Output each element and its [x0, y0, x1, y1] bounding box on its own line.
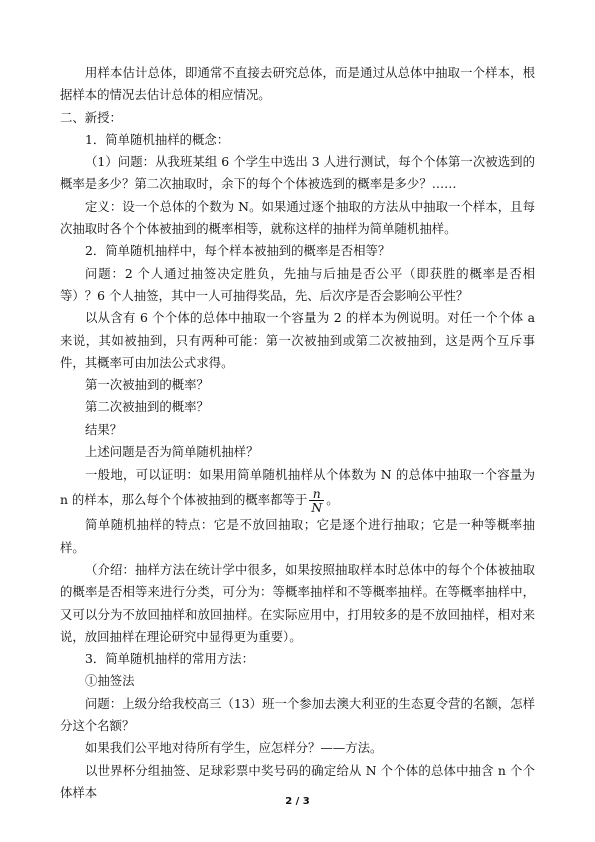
paragraph: 问题：上级分给我校高三（13）班一个参加去澳大利亚的生态夏令营的名额，怎样分这个名额？	[60, 695, 535, 734]
fraction-denominator: N	[311, 500, 323, 516]
fraction-numerator: n	[309, 487, 324, 501]
paragraph: （1）问题：从我班某组 6 个学生中选出 3 人进行测试，每个个体第一次被选到的概率是多少？第二次抽取时，余下的每个个体被选到的概率是多少？……	[60, 154, 535, 192]
paragraph: 简单随机抽样的特点：它是不放回抽取；它是逐个进行抽取；它是一种等概率抽样。	[60, 517, 535, 555]
paragraph: 问题：2 个人通过抽签决定胜负，先抽与后抽是否公平（即获胜的概率是否相等）？6 个人抽签，其中一人可抽得奖品，先、后次序是否会影响公平性？	[60, 265, 535, 303]
paragraph: 3．简单随机抽样的常用方法：	[85, 651, 254, 667]
fraction-n-over-N	[309, 487, 324, 514]
paragraph: 如果我们公平地对待所有学生，应怎样分？——方法。	[85, 740, 383, 756]
paragraph: 第一次被抽到的概率？	[85, 377, 209, 393]
paragraph: 二、新授：	[60, 109, 122, 125]
document-body	[60, 62, 535, 804]
paragraph: 用样本估计总体，即通常不直接去研究总体，而是通过从总体中抽取一个样本，根据样本的情况去估计总体的相应情况。	[60, 65, 535, 103]
paragraph: 定义：设一个总体的个数为 N。如果通过逐个抽取的方法从中抽取一个样本，且每次抽取时各个个体被抽到的概率相等，就称这样的抽样为简单随机抽样。	[60, 198, 535, 237]
formula-paragraph-text: 一般地，可以证明：如果用简单随机抽样从个体数为 N 的总体中抽取一个容量为 n 的样本，那么每个个体被抽到的概率都等于	[60, 467, 535, 508]
paragraph: 2．简单随机抽样中，每个样本被抽到的概率是否相等？	[85, 243, 391, 259]
formula-paragraph-end: 。	[326, 492, 339, 508]
paragraph: 第二次被抽到的概率？	[85, 399, 209, 415]
paragraph: 上述问题是否为简单随机抽样？	[85, 444, 259, 460]
formula-paragraph	[60, 463, 535, 514]
paragraph: 1．简单随机抽样的概念：	[85, 131, 230, 147]
paragraph: 以世界杯分组抽签、足球彩票中奖号码的确定给从 N 个个体的总体中抽含 n 个个体样本	[60, 762, 535, 800]
paragraph-group-1	[60, 62, 535, 463]
paragraph: （介绍：抽样方法在统计学中很多，如果按照抽取样本时总体中的每个个体被抽取的概率是否相等来进行分类，可分为：等概率抽样和不等概率抽样。在等概率抽样中，又可以分为不放回抽样和放回抽样。在实际应用中，打用较多的是不放回抽样，相对来说，放回抽样在理论研究中显得更为重要）。	[60, 561, 535, 644]
paragraph: ①抽签法	[85, 673, 135, 689]
page-number: 2 / 3	[285, 796, 310, 807]
paragraph: 结果？	[85, 421, 123, 437]
paragraph: 以从含有 6 个个体的总体中抽取一个容量为 2 的样本为例说明。对任一个个体 a 来说，其如被抽到，只有两种可能：第一次被抽到或第二次被抽到，这是两个互斥事件，其概率可由加法公式求得。	[60, 310, 535, 370]
paragraph-group-2	[60, 514, 535, 804]
